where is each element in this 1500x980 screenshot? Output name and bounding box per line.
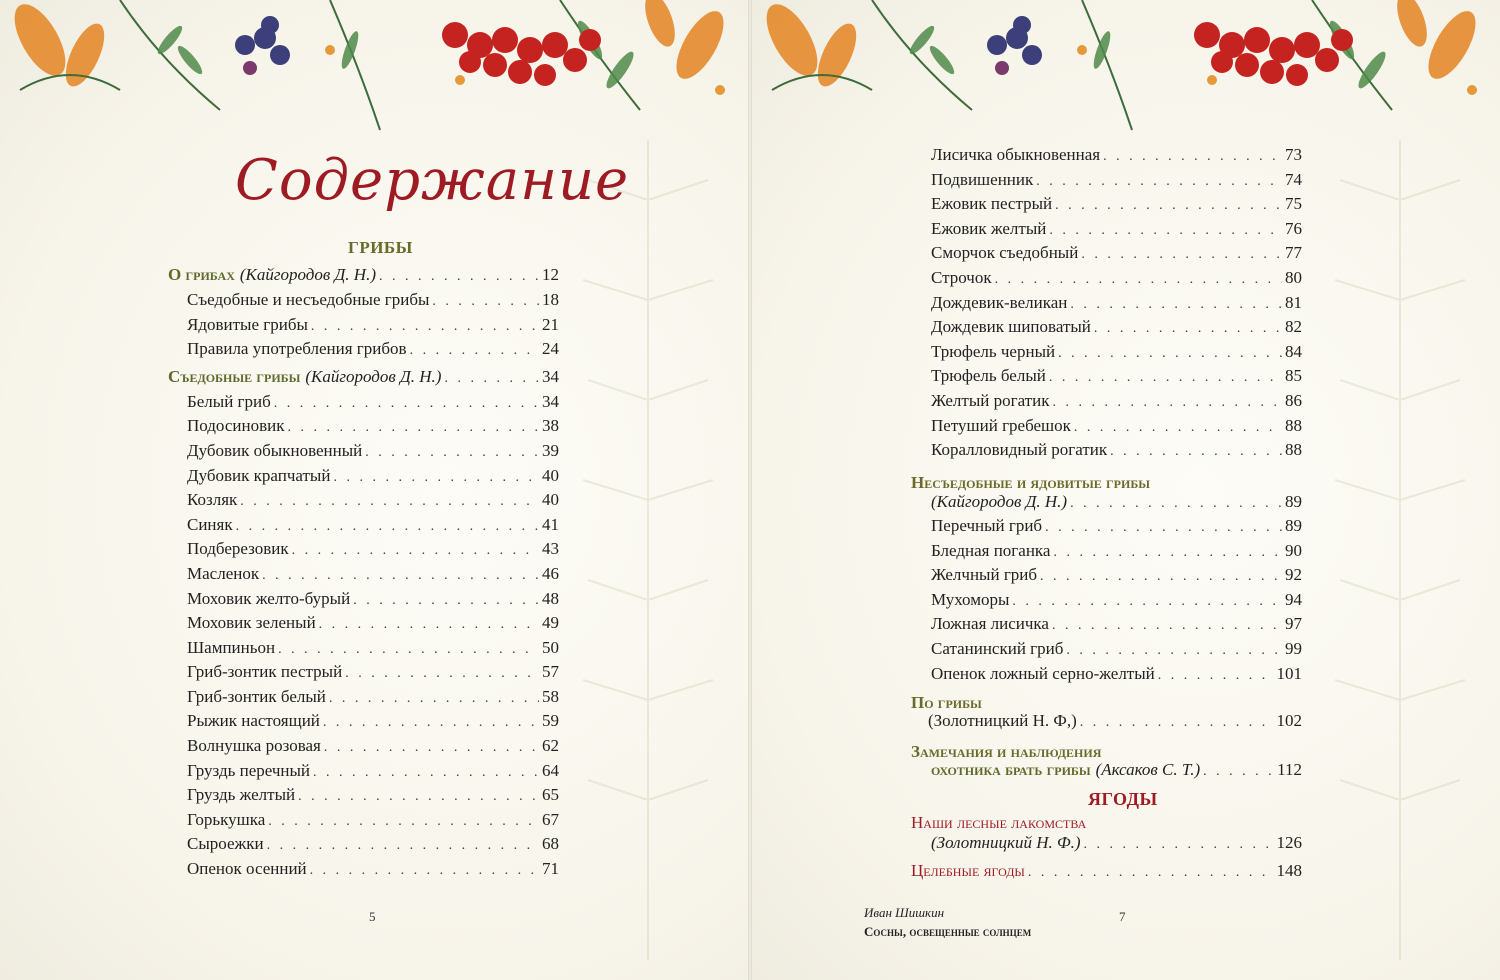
entry-title: Лисичка обыкновенная (931, 145, 1101, 164)
entry-page: 18 (542, 290, 559, 309)
entry-page: 57 (542, 662, 559, 681)
entry-title: Целебные ягоды (911, 861, 1025, 880)
dot-leader (1070, 496, 1282, 512)
toc-entry[interactable] (187, 810, 559, 834)
entry-page: 74 (1285, 169, 1302, 189)
entry-title: Желтый рогатик (931, 391, 1050, 410)
dot-leader (1045, 520, 1282, 536)
entry-author: (Кайгородов Д. Н.) (239, 265, 376, 284)
toc-entry[interactable] (187, 564, 559, 588)
dot-leader (324, 740, 539, 756)
dot-leader (1094, 321, 1282, 337)
entry-page: 12 (542, 265, 559, 284)
dot-leader (1066, 643, 1282, 659)
entry-title: Трюфель черный (931, 341, 1056, 361)
entry-title: Опенок осенний (187, 859, 307, 878)
entry-page: 126 (1276, 833, 1302, 852)
dot-leader (319, 617, 539, 633)
dot-leader (240, 494, 539, 510)
caption-artist: Иван Шишкин (864, 905, 945, 920)
toc-entry[interactable] (931, 243, 1302, 267)
toc-entry[interactable] (931, 516, 1302, 540)
fern-watermark (568, 140, 728, 960)
entry-title: Подосиновик (187, 416, 285, 435)
dot-leader (310, 863, 539, 879)
dot-leader (262, 568, 539, 584)
entry-title: Бледная поганка (931, 540, 1051, 560)
dot-leader (287, 420, 539, 436)
entry-title: Строчок (931, 268, 992, 287)
entry-title: Моховик желто-бурый (187, 589, 351, 608)
dot-leader (1028, 865, 1274, 881)
entry-title: Трюфель белый (931, 366, 1046, 386)
dot-leader (333, 470, 539, 486)
entry-page: 34 (542, 367, 559, 386)
dot-leader (298, 789, 539, 805)
entry-page: 88 (1285, 415, 1302, 435)
dot-leader (1084, 837, 1274, 853)
entry-heading: Съедобные грибы (168, 367, 301, 386)
entry-title: Дождевик шиповатый (931, 317, 1091, 337)
dot-leader (1040, 569, 1282, 585)
toc-entry[interactable] (931, 440, 1302, 464)
entry-page: 62 (542, 736, 559, 755)
dot-leader (278, 642, 539, 658)
toc-entry-zamechaniya[interactable] (931, 760, 1302, 784)
dot-leader (1058, 346, 1282, 362)
entry-page: 97 (1285, 614, 1302, 634)
section-heading-berries: ЯГОДЫ (1088, 789, 1158, 809)
entry-title: Петуший гребешок (931, 415, 1071, 435)
toc-entry[interactable] (931, 366, 1302, 390)
entry-heading: О грибах (168, 265, 235, 284)
entry-page: 50 (542, 638, 559, 657)
entry-author: (Аксаков С. Т.) (1095, 760, 1201, 779)
entry-title: Съедобные и несъедобные грибы (187, 290, 430, 309)
entry-title: Сыроежки (187, 834, 264, 853)
entry-page: 24 (542, 339, 559, 358)
toc-entry[interactable] (187, 441, 559, 465)
entry-page: 76 (1285, 218, 1302, 238)
entry-title: Масленок (187, 564, 260, 583)
entry-page: 148 (1276, 861, 1302, 880)
dot-leader (268, 814, 539, 830)
dot-leader (1049, 223, 1282, 239)
entry-page: 86 (1285, 391, 1302, 410)
entry-title: Груздь желтый (187, 785, 296, 804)
entry-title: Желчный гриб (931, 565, 1038, 585)
dot-leader (1080, 715, 1274, 731)
toc-entry-inedible[interactable] (931, 492, 1302, 516)
entry-author: (Золотницкий Н. Ф,) (928, 711, 1077, 730)
dot-leader (345, 666, 539, 682)
toc-entry[interactable] (187, 711, 559, 735)
section-heading-mushrooms: ГРИБЫ (348, 238, 413, 257)
entry-author: (Кайгородов Д. Н.) (305, 367, 442, 386)
entry-title: Белый гриб (187, 392, 271, 411)
toc-entry[interactable] (187, 539, 559, 563)
entry-page: 84 (1285, 341, 1302, 361)
toc-entry-celebnye[interactable] (911, 861, 1302, 885)
entry-page: 48 (542, 589, 559, 608)
toc-entry[interactable] (931, 268, 1302, 292)
entry-page: 71 (542, 859, 559, 878)
entry-page: 80 (1285, 268, 1302, 287)
entry-page: 43 (542, 539, 559, 558)
entry-title: Рыжик настоящий (187, 711, 320, 730)
toc-entry[interactable] (187, 416, 559, 440)
entry-title: охотника брать грибы (931, 760, 1091, 779)
entry-page: 21 (542, 315, 559, 334)
botanical-border-illustration (752, 0, 1500, 135)
entry-page: 101 (1276, 663, 1302, 683)
toc-entry-lakomstva[interactable] (931, 833, 1302, 857)
dot-leader (1036, 174, 1282, 190)
entry-page: 39 (542, 441, 559, 460)
dot-leader (1052, 395, 1282, 411)
entry-title: Ежовик желтый (931, 218, 1047, 238)
dot-leader (444, 371, 539, 387)
toc-entry[interactable] (187, 466, 559, 490)
toc-entry[interactable] (187, 290, 559, 314)
dot-leader (1070, 297, 1282, 313)
left-page (0, 0, 748, 980)
entry-page: 65 (542, 785, 559, 804)
toc-entry[interactable] (931, 145, 1302, 169)
caption-work: Сосны, освещенные солнцем (864, 924, 1032, 939)
entry-title: Перечный гриб (931, 516, 1043, 535)
entry-page: 40 (542, 466, 559, 485)
dot-leader (1055, 198, 1282, 214)
entry-title: Сморчок съедобный (931, 243, 1079, 263)
entry-page: 94 (1285, 589, 1302, 609)
toc-entry[interactable] (187, 515, 559, 539)
entry-page: 38 (542, 416, 559, 435)
toc-entry[interactable] (931, 219, 1302, 243)
entry-page: 89 (1285, 492, 1302, 511)
dot-leader (1049, 370, 1282, 386)
toc-entry[interactable] (187, 736, 559, 760)
toc-entry[interactable] (931, 194, 1302, 218)
entry-page: 88 (1285, 440, 1302, 460)
entry-title: Ложная лисичка (931, 614, 1049, 634)
entry-author: (Кайгородов Д. Н.) (931, 492, 1068, 511)
toc-entry[interactable] (187, 785, 559, 809)
entry-page: 41 (542, 515, 559, 534)
dot-leader (274, 396, 539, 412)
toc-entry[interactable] (187, 339, 559, 363)
toc-entry[interactable] (931, 416, 1302, 440)
dot-leader (267, 838, 539, 854)
entry-title: Шампиньон (187, 638, 276, 657)
entry-title: Козляк (187, 490, 238, 509)
dot-leader (432, 294, 539, 310)
entry-page: 34 (542, 392, 559, 411)
entry-title: Дождевик-великан (931, 292, 1068, 312)
entry-page: 112 (1277, 760, 1302, 779)
dot-leader (365, 445, 539, 461)
entry-author: (Золотницкий Н. Ф.) (931, 833, 1081, 852)
entry-page: 99 (1285, 639, 1302, 658)
page-number: 7 (1119, 909, 1126, 924)
dot-leader (323, 715, 539, 731)
entry-page: 73 (1285, 145, 1302, 164)
entry-title: Гриб-зонтик пестрый (187, 662, 343, 681)
toc-entry[interactable] (931, 664, 1302, 688)
entry-page: 89 (1285, 516, 1302, 535)
entry-page: 85 (1285, 366, 1302, 386)
entry-page: 49 (542, 613, 559, 632)
toc-entry[interactable] (931, 342, 1302, 366)
entry-page: 40 (542, 490, 559, 509)
toc-entry[interactable] (187, 392, 559, 416)
entry-page: 67 (542, 810, 559, 829)
botanical-border-illustration (0, 0, 748, 135)
toc-entry[interactable] (931, 541, 1302, 565)
entry-page: 90 (1285, 540, 1302, 560)
dot-leader (379, 269, 539, 285)
entry-title: Дубовик крапчатый (187, 466, 331, 485)
dot-leader (410, 343, 539, 359)
entry-page: 68 (542, 834, 559, 853)
entry-title: Синяк (187, 515, 233, 534)
entry-title: Наши лесные лакомства (911, 813, 1087, 832)
entry-page: 75 (1285, 194, 1302, 214)
toc-entry[interactable] (187, 315, 559, 339)
toc-entry[interactable] (931, 590, 1302, 614)
entry-page: 77 (1285, 243, 1302, 263)
toc-entry[interactable] (168, 367, 559, 391)
page-number: 5 (369, 909, 376, 924)
dot-leader (292, 543, 539, 559)
dot-leader (353, 593, 539, 609)
toc-entry[interactable] (931, 639, 1302, 663)
entry-title: Моховик зеленый (187, 613, 316, 632)
entry-title: Подберезовик (187, 539, 289, 558)
entry-title: Горькушка (187, 810, 266, 829)
toc-entry[interactable] (187, 638, 559, 662)
toc-title: Содержание (235, 148, 630, 213)
entry-title: Сатанинский гриб (931, 639, 1064, 658)
dot-leader (1081, 247, 1282, 263)
dot-leader (236, 519, 539, 535)
toc-entry[interactable] (931, 391, 1302, 415)
entry-page: 59 (542, 711, 559, 730)
entry-title: Коралловидный рогатик (931, 440, 1108, 460)
entry-title: Опенок ложный серно-желтый (931, 663, 1155, 683)
dot-leader (329, 691, 539, 707)
fern-watermark (1320, 140, 1480, 960)
dot-leader (1110, 444, 1282, 460)
entry-title: Груздь перечный (187, 761, 311, 780)
toc-entry[interactable] (168, 265, 559, 289)
entry-title: Гриб-зонтик белый (187, 687, 326, 706)
toc-entry[interactable] (931, 565, 1302, 589)
toc-entry[interactable] (187, 613, 559, 637)
dot-leader (1052, 618, 1282, 634)
dot-leader (313, 765, 539, 781)
toc-entry[interactable] (931, 317, 1302, 341)
heading-pogriby: По грибы (911, 693, 982, 712)
entry-title: Мухоморы (931, 589, 1010, 609)
right-page (752, 0, 1500, 980)
entry-page: 58 (542, 687, 559, 706)
entry-title: Правила употребления грибов (187, 339, 407, 358)
entry-title: Ежовик пестрый (931, 194, 1053, 214)
dot-leader (1012, 594, 1282, 610)
toc-entry[interactable] (187, 761, 559, 785)
toc-entry[interactable] (187, 834, 559, 858)
toc-entry[interactable] (187, 589, 559, 613)
entry-page: 92 (1285, 565, 1302, 585)
dot-leader (1074, 420, 1282, 436)
entry-title: Ядовитые грибы (187, 315, 308, 334)
toc-entry[interactable] (931, 293, 1302, 317)
entry-title: Дубовик обыкновенный (187, 441, 363, 460)
toc-entry[interactable] (187, 490, 559, 514)
toc-entry[interactable] (931, 614, 1302, 638)
illustration-caption (864, 903, 1031, 941)
heading-zamechaniya: Замечания и наблюдения (911, 742, 1102, 761)
toc-entry[interactable] (187, 859, 559, 883)
entry-page: 81 (1285, 292, 1302, 312)
dot-leader (1103, 149, 1282, 165)
dot-leader (1203, 764, 1274, 780)
dot-leader (1053, 545, 1282, 561)
toc-entry[interactable] (187, 687, 559, 711)
toc-entry[interactable] (187, 662, 559, 686)
toc-entry-pogriby[interactable] (928, 711, 1302, 735)
dot-leader (311, 319, 539, 335)
heading-inedible: Несъедобные и ядовитые грибы (911, 473, 1151, 492)
dot-leader (1158, 668, 1274, 684)
entry-title: Волнушка розовая (187, 736, 321, 755)
entry-page: 82 (1285, 317, 1302, 337)
toc-entry[interactable] (931, 170, 1302, 194)
entry-title: Подвишенник (931, 169, 1034, 189)
entry-page: 64 (542, 761, 559, 780)
entry-page: 46 (542, 564, 559, 583)
dot-leader (995, 272, 1282, 288)
entry-page: 102 (1276, 711, 1302, 730)
